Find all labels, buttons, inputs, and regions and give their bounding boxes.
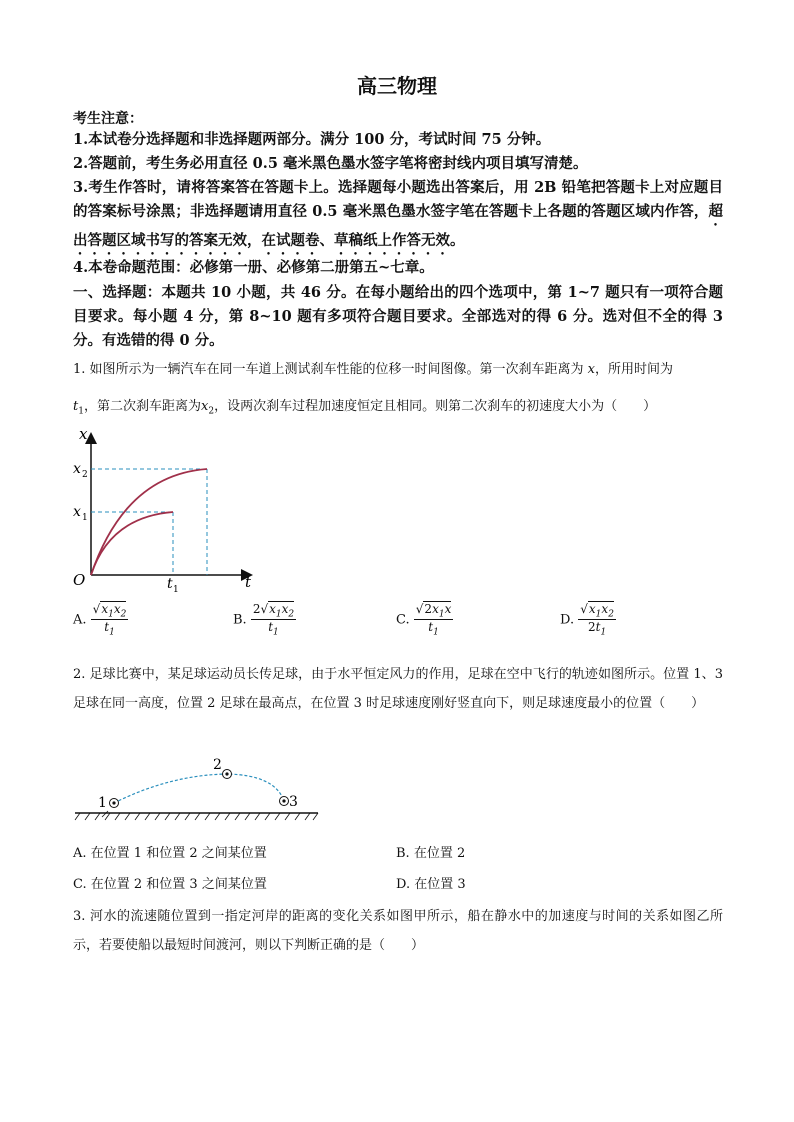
origin-label: O: [73, 571, 86, 589]
q1-option-b[interactable]: B. $\frac{2√x_1x_2}{t_1}$: [233, 602, 295, 638]
displacement-time-graph: [65, 425, 265, 595]
label-position-3: 3: [289, 794, 298, 810]
notice-rule-3: 3.考生作答时，请将答案答在答题卡上。选择题每小题选出答案后，用 2B 铅笔把答题卡上对应题目的答案标号涂黑；非选择题请用直径 0.5 毫米黑色墨水签字笔在答题卡上各题的答题区域内作答，超出答题区域书写的答案无效，在试题卷、草稿纸上作答无效。: [73, 179, 723, 249]
question-3-stem: 3. 河水的流速随位置到一指定河岸的距离的变化关系如图甲所示，船在静水中的加速度与时间的关系如图乙所示，若要使船以最短时间渡河，则以下判断正确的是（ ）: [73, 909, 723, 953]
question-2-stem: 2. 足球比赛中，某足球运动员长传足球，由于水平恒定风力的作用，足球在空中飞行的轨迹如图所示。位置 1、3 足球在同一高度，位置 2 足球在最高点，在位置 3 时足球速度刚好竖直向下，则足球速度最小的位置（ ）: [73, 667, 723, 711]
axis-label-x: x: [79, 425, 88, 443]
trajectory-path: [114, 774, 284, 803]
label-x1: x: [73, 504, 81, 520]
label-position-1: 1: [98, 795, 107, 811]
curve-second-braking: [91, 469, 207, 575]
notice-rule-2: 2.答题前，考生务必用直径 0.5 毫米黑色墨水签字笔将密封线内项目填写清楚。: [73, 155, 588, 172]
svg-text:2: 2: [82, 470, 88, 480]
svg-text:1: 1: [173, 585, 179, 595]
q1-option-a[interactable]: A. $\frac{√x_1x_2}{t_1}$: [73, 602, 127, 638]
label-x2: x: [73, 461, 81, 477]
q1-option-d[interactable]: D. $\frac{√x_1x_2}{2t_1}$: [560, 602, 614, 638]
q2-option-b[interactable]: B. 在位置 2: [396, 846, 466, 861]
emphasis-text-2: 在试题卷、草稿纸上作答无效: [261, 232, 450, 249]
section-heading: 一、选择题：本题共 10 小题，共 46 分。在每小题给出的四个选项中，第 1~7 题只有一项符合题目要求。每小题 4 分，第 8~10 题有多项符合题目要求。全部选对的得 6 分。选对但不全的得 3 分。有选错的得 0 分。: [73, 284, 723, 349]
label-t1: t: [167, 576, 173, 592]
emphasis-text-1: 超出答题区域书写的答案无效: [73, 203, 723, 249]
page-title: 高三物理: [357, 74, 437, 98]
notice-rule-1: 1.本试卷分选择题和非选择题两部分。满分 100 分，考试时间 75 分钟。: [73, 131, 551, 148]
notice-heading: 考生注意：: [73, 111, 143, 127]
axis-label-t: t: [245, 573, 252, 591]
q1-option-c[interactable]: C. $\frac{√2x_1x}{t_1}$: [396, 602, 452, 638]
football-trajectory-figure: [70, 755, 325, 825]
ground-hatching: [75, 813, 318, 820]
label-position-2: 2: [213, 757, 222, 773]
notice-rule-4: 4.本卷命题范围：必修第一册、必修第二册第五~七章。: [73, 259, 434, 276]
q2-option-d[interactable]: D. 在位置 3: [396, 877, 466, 892]
q2-option-a[interactable]: A. 在位置 1 和位置 2 之间某位置: [73, 846, 267, 861]
q2-option-c[interactable]: C. 在位置 2 和位置 3 之间某位置: [73, 877, 267, 892]
question-1-stem: 1. 如图所示为一辆汽车在同一车道上测试刹车性能的位移一时间图像。第一次刹车距离为 x，所用时间为 $t_1$，第二次刹车距离为$x_2$，设两次刹车过程加速度恒定且相同。则第二次刹车的初速度大小为（ ）: [73, 362, 674, 417]
svg-text:1: 1: [82, 513, 88, 523]
